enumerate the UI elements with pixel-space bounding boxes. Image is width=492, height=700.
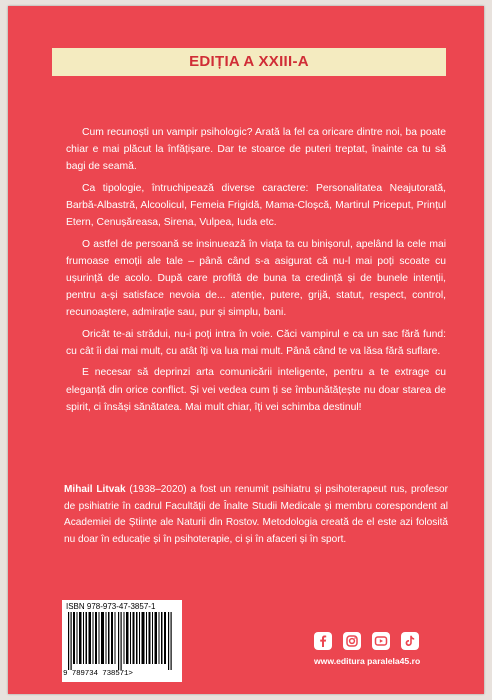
author-name: Mihail Litvak xyxy=(64,484,126,495)
youtube-icon[interactable] xyxy=(372,632,390,650)
barcode xyxy=(62,600,182,682)
barcode-bars xyxy=(66,612,178,670)
blurb-paragraph-1: Cum recunoști un vampir psihologic? Arată la fel ca oricare dintre noi, ba poate chiar e mai plăcut la înfățișare. Dar te stoarce de puteri treptat, înainte ca tu să bagi de seamă. xyxy=(66,127,446,173)
instagram-icon[interactable] xyxy=(343,632,361,650)
author-bio-text: (1938–2020) a fost un renumit psihiatru și psihoterapeut rus, profesor de psihiatrie în cadrul Facultății de Înalte Studii Medicale și membru corespondent al Academiei de Științe ale Naturii din Rostov. Metodologia creată de el este azi folosită nu doar în educație și în psihoterapie, ci și în afaceri și în sport. xyxy=(64,484,449,545)
blurb-text xyxy=(66,124,446,420)
blurb-paragraph-2: Ca tipologie, întruchipează diverse caractere: Personalitatea Neajutorată, Barbă-Albastră, Alcoolicul, Femeia Frigidă, Mama-Cloșcă, Martirul Priceput, Prințul Etern, Cenușăreasa, Sirena, Vulpea, Iuda etc. xyxy=(66,182,446,229)
blurb-paragraph-3: O astfel de persoană se insinuează în viața ta cu binișorul, apelând la cele mai frumoase emoții ale tale – până când s-a asigurat că nu-l mai poți scoate cu ușurință de acolo. După care profită de buna ta credință și de bunele intenții, pentru a-și satisface nevoia de... atenție, putere, grijă, statut, respect, control, recunoaștere, admirație sau, pur și simplu, bani. xyxy=(66,238,446,319)
edition-banner: EDIȚIA A XXIII-A xyxy=(52,48,446,76)
back-cover xyxy=(8,6,484,694)
tiktok-icon[interactable] xyxy=(401,632,419,650)
blurb-paragraph-4: Oricât te-ai strădui, nu-i poți intra în voie. Căci vampirul e ca un sac fără fund: cu cât îi dai mai mult, cu atât îți va lua mai mult. Până când te va lăsa fără suflare. xyxy=(66,328,446,357)
author-bio xyxy=(64,482,448,548)
blurb-paragraph-5: E necesar să deprinzi arta comunicării inteligente, pentru a te extrage cu eleganță din orice conflict. Și vei vedea cum ți se îmbunătățește nu doar starea de spirit, ci însăși sănătatea. Mai mult chiar, îți vei schimba destinul! xyxy=(66,367,446,413)
publisher-website[interactable]: www.editura paralela45.ro xyxy=(314,656,421,666)
barcode-digits: 9 789734 738571> xyxy=(63,670,133,678)
social-icons xyxy=(314,632,419,650)
isbn-label: ISBN 978-973-47-3857-1 xyxy=(66,602,156,611)
facebook-icon[interactable] xyxy=(314,632,332,650)
